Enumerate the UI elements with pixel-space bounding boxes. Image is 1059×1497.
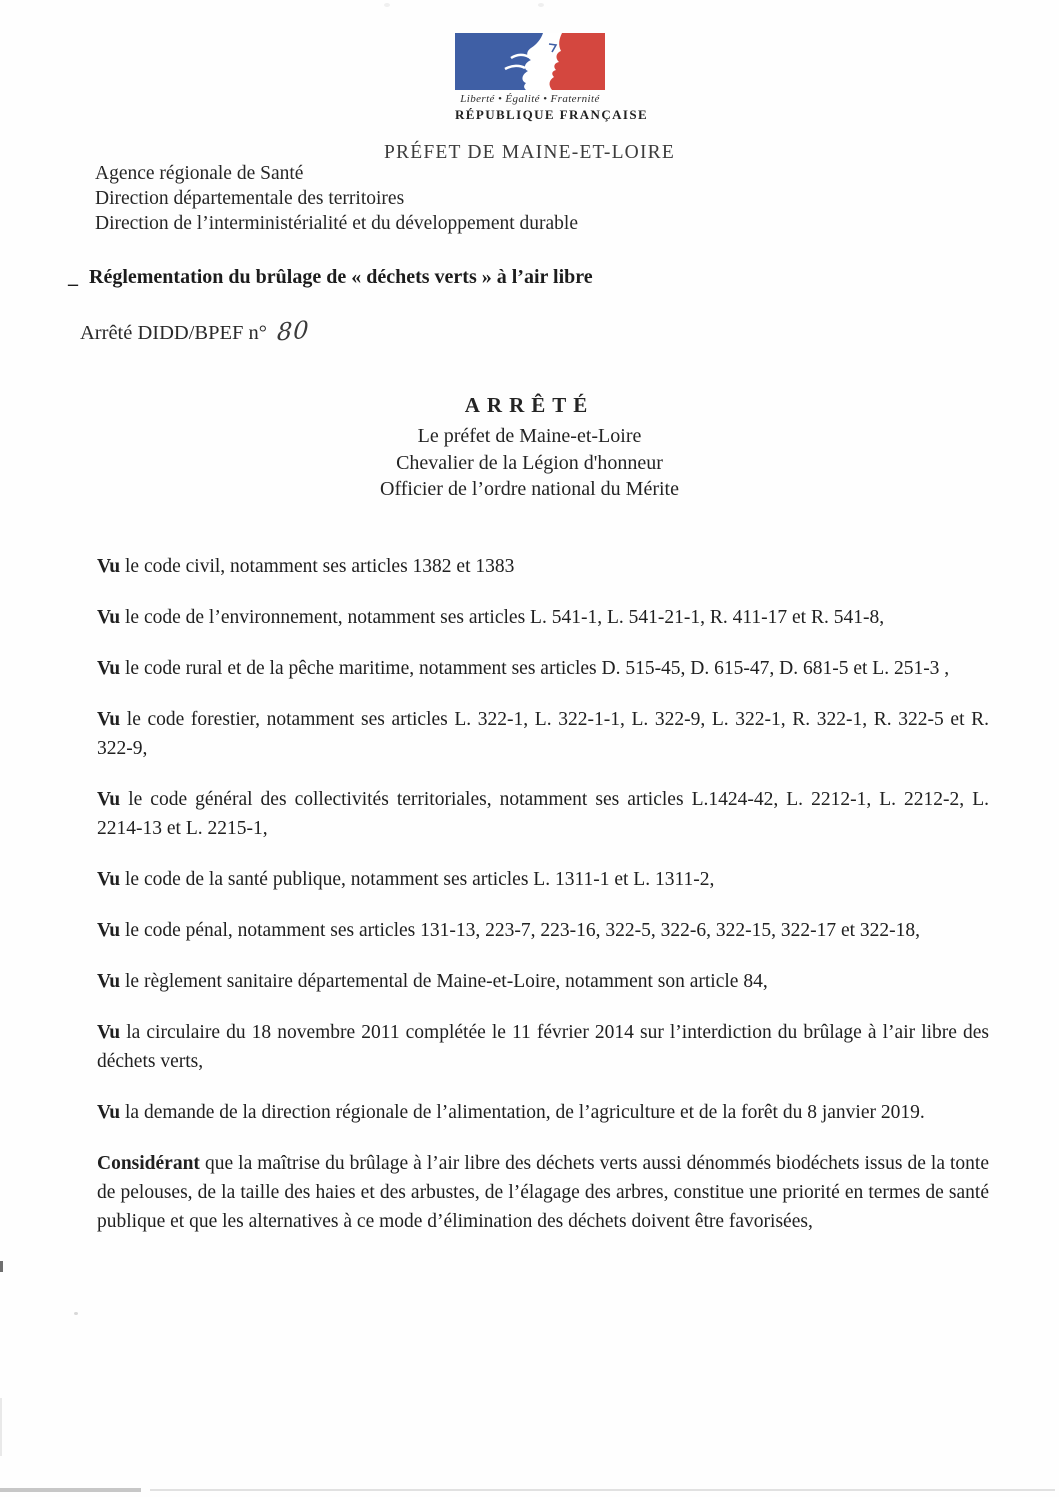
- vu-clause-8: [97, 967, 989, 996]
- vu-clause-9: [97, 1018, 989, 1076]
- decree-issuer-line-2: Chevalier de la Légion d'honneur: [396, 451, 663, 474]
- vu-lead: Vu: [97, 556, 121, 577]
- vu-lead: Vu: [97, 658, 121, 679]
- scan-edge-artifact: [0, 1261, 3, 1272]
- vu-clause-6: [97, 865, 989, 894]
- org-line-ddt: Direction départementale des territoires: [95, 187, 405, 209]
- org-line-agence: Agence régionale de Santé: [95, 163, 304, 184]
- vu-text: la demande de la direction régionale de l’alimentation, de l’agriculture et de la forêt du 8 janvier 2019.: [125, 1102, 925, 1123]
- vu-text: le code forestier, notamment ses articles L. 322-1, L. 322-1-1, L. 322-9, L. 322-1, R. 322-1, R. 322-5 et R. 322-9,: [97, 709, 990, 759]
- vu-lead: Vu: [97, 869, 121, 890]
- vu-clause-10: [97, 1098, 989, 1127]
- vu-clause-4: [97, 705, 989, 763]
- considerant-text: que la maîtrise du brûlage à l’air libre des déchets verts aussi dénommés biodéchets issus de la tonte de pelouses, de la taille des haies et des arbustes, de l’élagage des arbres, constitue une priorité en termes de santé publique et que les alternatives à ce mode d’élimination des déchets doivent être favorisées,: [97, 1153, 989, 1232]
- vu-lead: Vu: [97, 920, 121, 941]
- organisation-block: [95, 162, 578, 236]
- vu-text: le code de la santé publique, notamment ses articles L. 1311-1 et L. 1311-2,: [125, 869, 715, 890]
- subject-title: [68, 266, 593, 289]
- vu-text: le code rural et de la pêche maritime, notamment ses articles D. 515-45, D. 615-47, D. 681-5 et L. 251-3 ,: [125, 658, 950, 679]
- vu-lead: Vu: [97, 709, 121, 730]
- vu-lead: Vu: [97, 1102, 121, 1123]
- decree-issuer-line-1: Le préfet de Maine-et-Loire: [417, 425, 642, 447]
- marianne-logo: [455, 33, 649, 123]
- vu-lead: Vu: [97, 607, 121, 628]
- vu-text: le code général des collectivités territoriales, notamment ses articles L.1424-42, L. 2212-1, L. 2212-2, L. 2214-13 et L. 2215-1,: [97, 789, 990, 839]
- scan-speck-artifact: [74, 1312, 78, 1315]
- decree-ref-label: Arrêté DIDD/BPEF n°: [80, 322, 267, 344]
- vu-text: le code civil, notamment ses articles 1382 et 1383: [125, 556, 515, 577]
- vu-lead: Vu: [97, 971, 121, 992]
- vu-clause-3: [97, 654, 989, 683]
- subject-dash: _: [68, 266, 78, 288]
- org-line-didd: Direction de l’interministérialité et du développement durable: [95, 212, 578, 234]
- scan-edge-artifact: [0, 1488, 141, 1492]
- vu-clause-7: [97, 916, 989, 945]
- marianne-flag-icon: [455, 33, 605, 90]
- vu-clause-2: [97, 603, 989, 632]
- vu-clause-5: [97, 785, 989, 843]
- decree-ref-number-handwritten: 80: [276, 315, 311, 347]
- scan-speck-artifact: [384, 3, 390, 7]
- vu-clause-1: [97, 552, 989, 581]
- subject-title-text: Réglementation du brûlage de « déchets verts » à l’air libre: [89, 266, 593, 288]
- decree-body: [97, 552, 989, 1258]
- vu-text: le code de l’environnement, notamment ses articles L. 541-1, L. 541-21-1, R. 411-17 et R. 541-8,: [125, 607, 885, 628]
- scan-edge-artifact: [0, 1398, 2, 1456]
- considerant-clause: [97, 1149, 989, 1236]
- vu-lead: Vu: [97, 789, 121, 810]
- logo-republic-label: RÉPUBLIQUE FRANÇAISE: [455, 107, 649, 122]
- scan-speck-artifact: [538, 3, 544, 7]
- decree-heading-block: [0, 393, 1059, 503]
- logo-motto: Liberté • Égalité • Fraternité: [460, 93, 600, 105]
- vu-lead: Vu: [97, 1022, 121, 1043]
- vu-text: le règlement sanitaire départemental de Maine-et-Loire, notamment son article 84,: [125, 971, 768, 992]
- scan-edge-artifact: [150, 1489, 1055, 1491]
- decree-issuer-line-3: Officier de l’ordre national du Mérite: [380, 478, 679, 500]
- decree-heading: ARRÊTÉ: [464, 393, 595, 417]
- vu-text: le code pénal, notamment ses articles 131-13, 223-7, 223-16, 322-5, 322-6, 322-15, 322-17 et 322-18,: [125, 920, 921, 941]
- decree-reference: [80, 317, 310, 345]
- considerant-lead: Considérant: [97, 1153, 200, 1174]
- vu-text: la circulaire du 18 novembre 2011 complétée le 11 février 2014 sur l’interdiction du brûlage à l’air libre des déchets verts,: [97, 1022, 990, 1072]
- prefecture-title: PRÉFET DE MAINE-ET-LOIRE: [384, 142, 675, 163]
